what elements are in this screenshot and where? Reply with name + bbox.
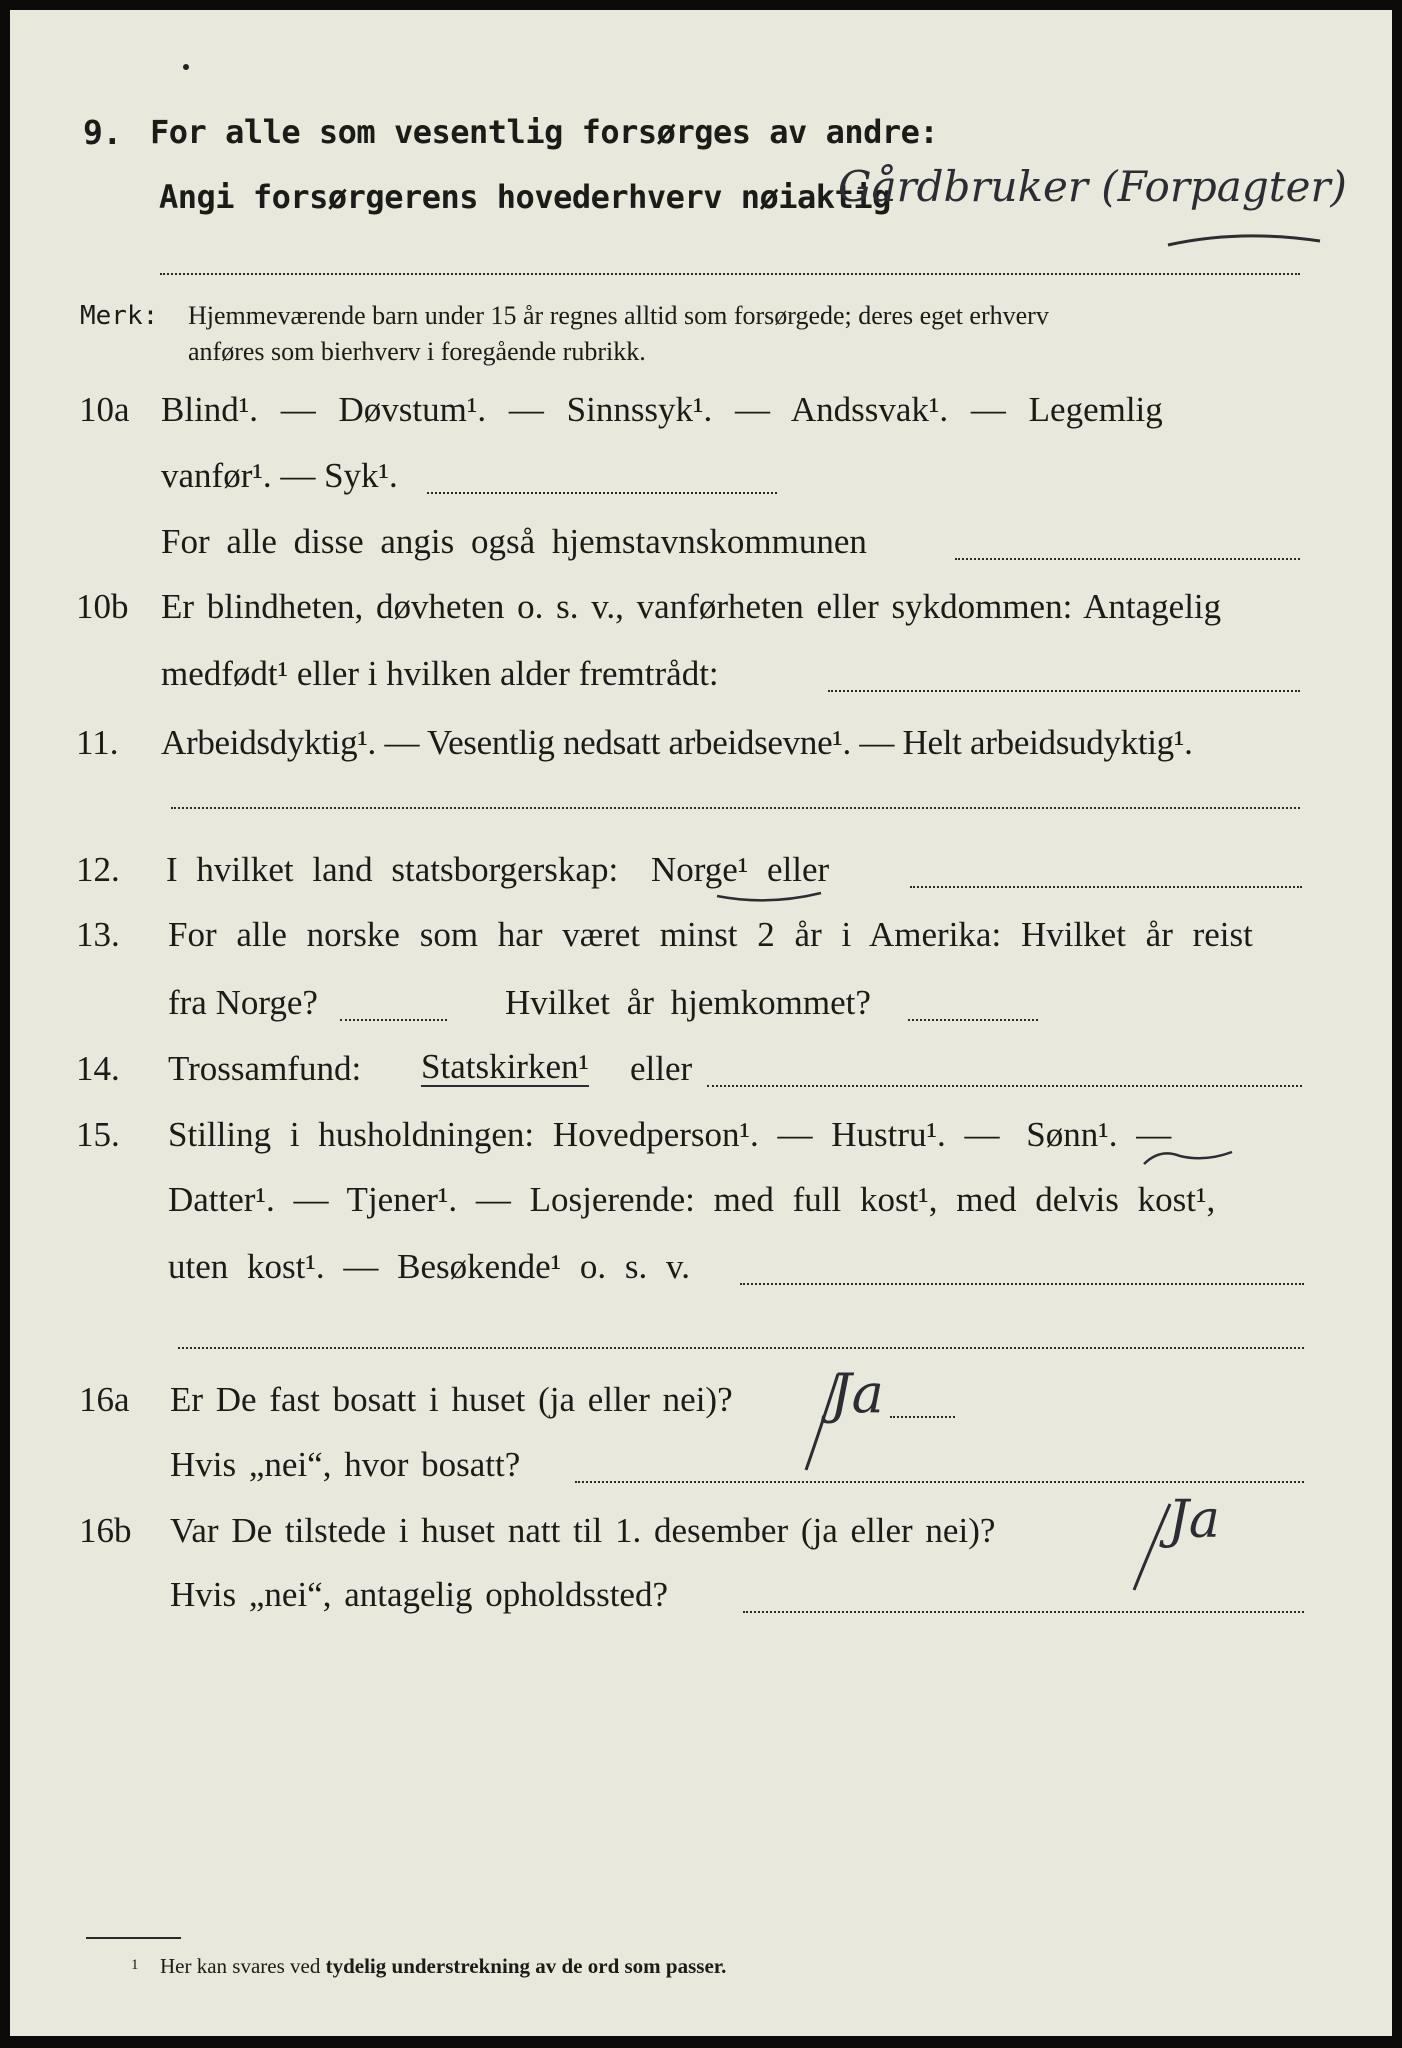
q15-line1a: Stilling i husholdningen: Hovedperson¹. — Hustru¹. — bbox=[168, 1115, 1000, 1154]
q16a-fill-2 bbox=[575, 1481, 1304, 1483]
q16a-line2: Hvis „nei“, hvor bosatt? bbox=[170, 1445, 521, 1484]
q11-line1: Arbeidsdyktig¹. — Vesentlig nedsatt arbeidsevne¹. — Helt arbeidsudyktig¹. bbox=[161, 723, 1193, 762]
q14-number: 14. bbox=[76, 1049, 120, 1088]
ink-dot bbox=[183, 64, 189, 70]
q12-line bbox=[166, 850, 829, 890]
q10a-line3: For alle disse angis også hjemstavnskommunen bbox=[161, 522, 867, 561]
q12-prefix: I hvilket land statsborgerskap: bbox=[166, 850, 619, 889]
q13-number: 13. bbox=[76, 915, 120, 954]
q10a-line2: vanfør¹. — Syk¹. bbox=[161, 456, 398, 495]
q10a-number: 10a bbox=[79, 390, 130, 429]
q10a-line2-fill bbox=[427, 492, 777, 494]
q14-underlined: Statskirken¹ bbox=[421, 1047, 589, 1086]
q12-number: 12. bbox=[76, 850, 120, 889]
q11-number: 11. bbox=[76, 723, 119, 762]
merk-label: Merk: bbox=[80, 301, 159, 331]
q16b-number: 16b bbox=[79, 1511, 132, 1550]
q15-line1 bbox=[168, 1115, 1171, 1155]
footnote-rule bbox=[86, 1937, 181, 1939]
q15-line3: uten kost¹. — Besøkende¹ o. s. v. bbox=[168, 1247, 691, 1286]
q16b-fill bbox=[743, 1611, 1304, 1613]
q14-suffix: eller bbox=[630, 1049, 693, 1088]
q10b-number: 10b bbox=[76, 587, 129, 626]
q14-prefix: Trossamfund: bbox=[168, 1049, 362, 1088]
q10a-line1: Blind¹. — Døvstum¹. — Sinnssyk¹. — Andssvak¹. — Legemlig bbox=[161, 390, 1163, 429]
q15-line1c: . — bbox=[1108, 1115, 1172, 1154]
q15-line3-fill bbox=[740, 1283, 1304, 1285]
q10b-line2: medfødt¹ eller i hvilken alder fremtrådt: bbox=[161, 654, 719, 693]
q16b-line1: Var De tilstede i huset natt til 1. desember (ja eller nei)? bbox=[170, 1511, 996, 1550]
q13-line1: For alle norske som har været minst 2 år i Amerika: Hvilket år reist bbox=[168, 915, 1253, 954]
q16a-line1: Er De fast bosatt i huset (ja eller nei)? bbox=[170, 1380, 733, 1419]
merk-line1: Hjemmeværende barn under 15 år regnes alltid som forsørgede; deres eget erhverv bbox=[188, 301, 1049, 330]
q15-sonn-underline bbox=[1140, 1144, 1240, 1174]
q14-fill bbox=[707, 1085, 1302, 1087]
census-form-page bbox=[10, 10, 1392, 2036]
q15-number: 15. bbox=[76, 1115, 120, 1154]
q13-line2b: Hvilket år hjemkommet? bbox=[505, 983, 871, 1022]
footnote-text-b: tydelig understrekning av de ord som passer. bbox=[325, 1954, 727, 1978]
q10b-fill bbox=[828, 690, 1300, 692]
q15-line2: Datter¹. — Tjener¹. — Losjerende: med full kost¹, med delvis kost¹, bbox=[168, 1180, 1216, 1219]
q10b-line1: Er blindheten, døvheten o. s. v., vanførheten eller sykdommen: Antagelig bbox=[161, 587, 1222, 626]
q10a-line3-fill bbox=[955, 558, 1300, 560]
footnote-mark: 1 bbox=[131, 1957, 139, 1973]
q16b-answer-stroke bbox=[1120, 1500, 1180, 1600]
q9-answer: Gårdbruker (Forpagter) bbox=[838, 162, 1347, 211]
footnote-text-a: Her kan svares ved bbox=[160, 1954, 321, 1978]
q12-underline-mark bbox=[713, 886, 833, 906]
q9-separator bbox=[160, 273, 1300, 275]
q16a-answer-stroke bbox=[790, 1370, 850, 1480]
q9-line2: Angi forsørgerens hovederhverv nøiaktig bbox=[159, 178, 891, 216]
q15-extra-fill bbox=[178, 1347, 1304, 1349]
q16b-line2: Hvis „nei“, antagelig opholdssted? bbox=[170, 1575, 668, 1614]
q15-line1b: Sønn¹ bbox=[1026, 1115, 1109, 1154]
q16a-number: 16a bbox=[79, 1380, 130, 1419]
q13-fill-a bbox=[340, 1019, 447, 1021]
q9-answer-underline bbox=[1160, 215, 1330, 255]
q16a-answer: Ja bbox=[830, 1362, 884, 1425]
q13-fill-b bbox=[908, 1019, 1038, 1021]
q16b-answer: Ja bbox=[1168, 1490, 1220, 1550]
q12-suffix: eller bbox=[767, 850, 830, 889]
q13-line2a: fra Norge? bbox=[168, 983, 318, 1022]
merk-line2: anføres som bierhverv i foregående rubrikk. bbox=[188, 337, 646, 366]
q12-underlined: Norge¹ bbox=[650, 850, 749, 889]
q9-line1: For alle som vesentlig forsørges av andre: bbox=[150, 113, 939, 151]
q11-fill bbox=[171, 807, 1300, 809]
q12-fill bbox=[910, 886, 1302, 888]
q16a-fill-1 bbox=[890, 1416, 955, 1418]
footnote-text bbox=[160, 1954, 726, 1979]
q9-number: 9. bbox=[83, 113, 122, 152]
